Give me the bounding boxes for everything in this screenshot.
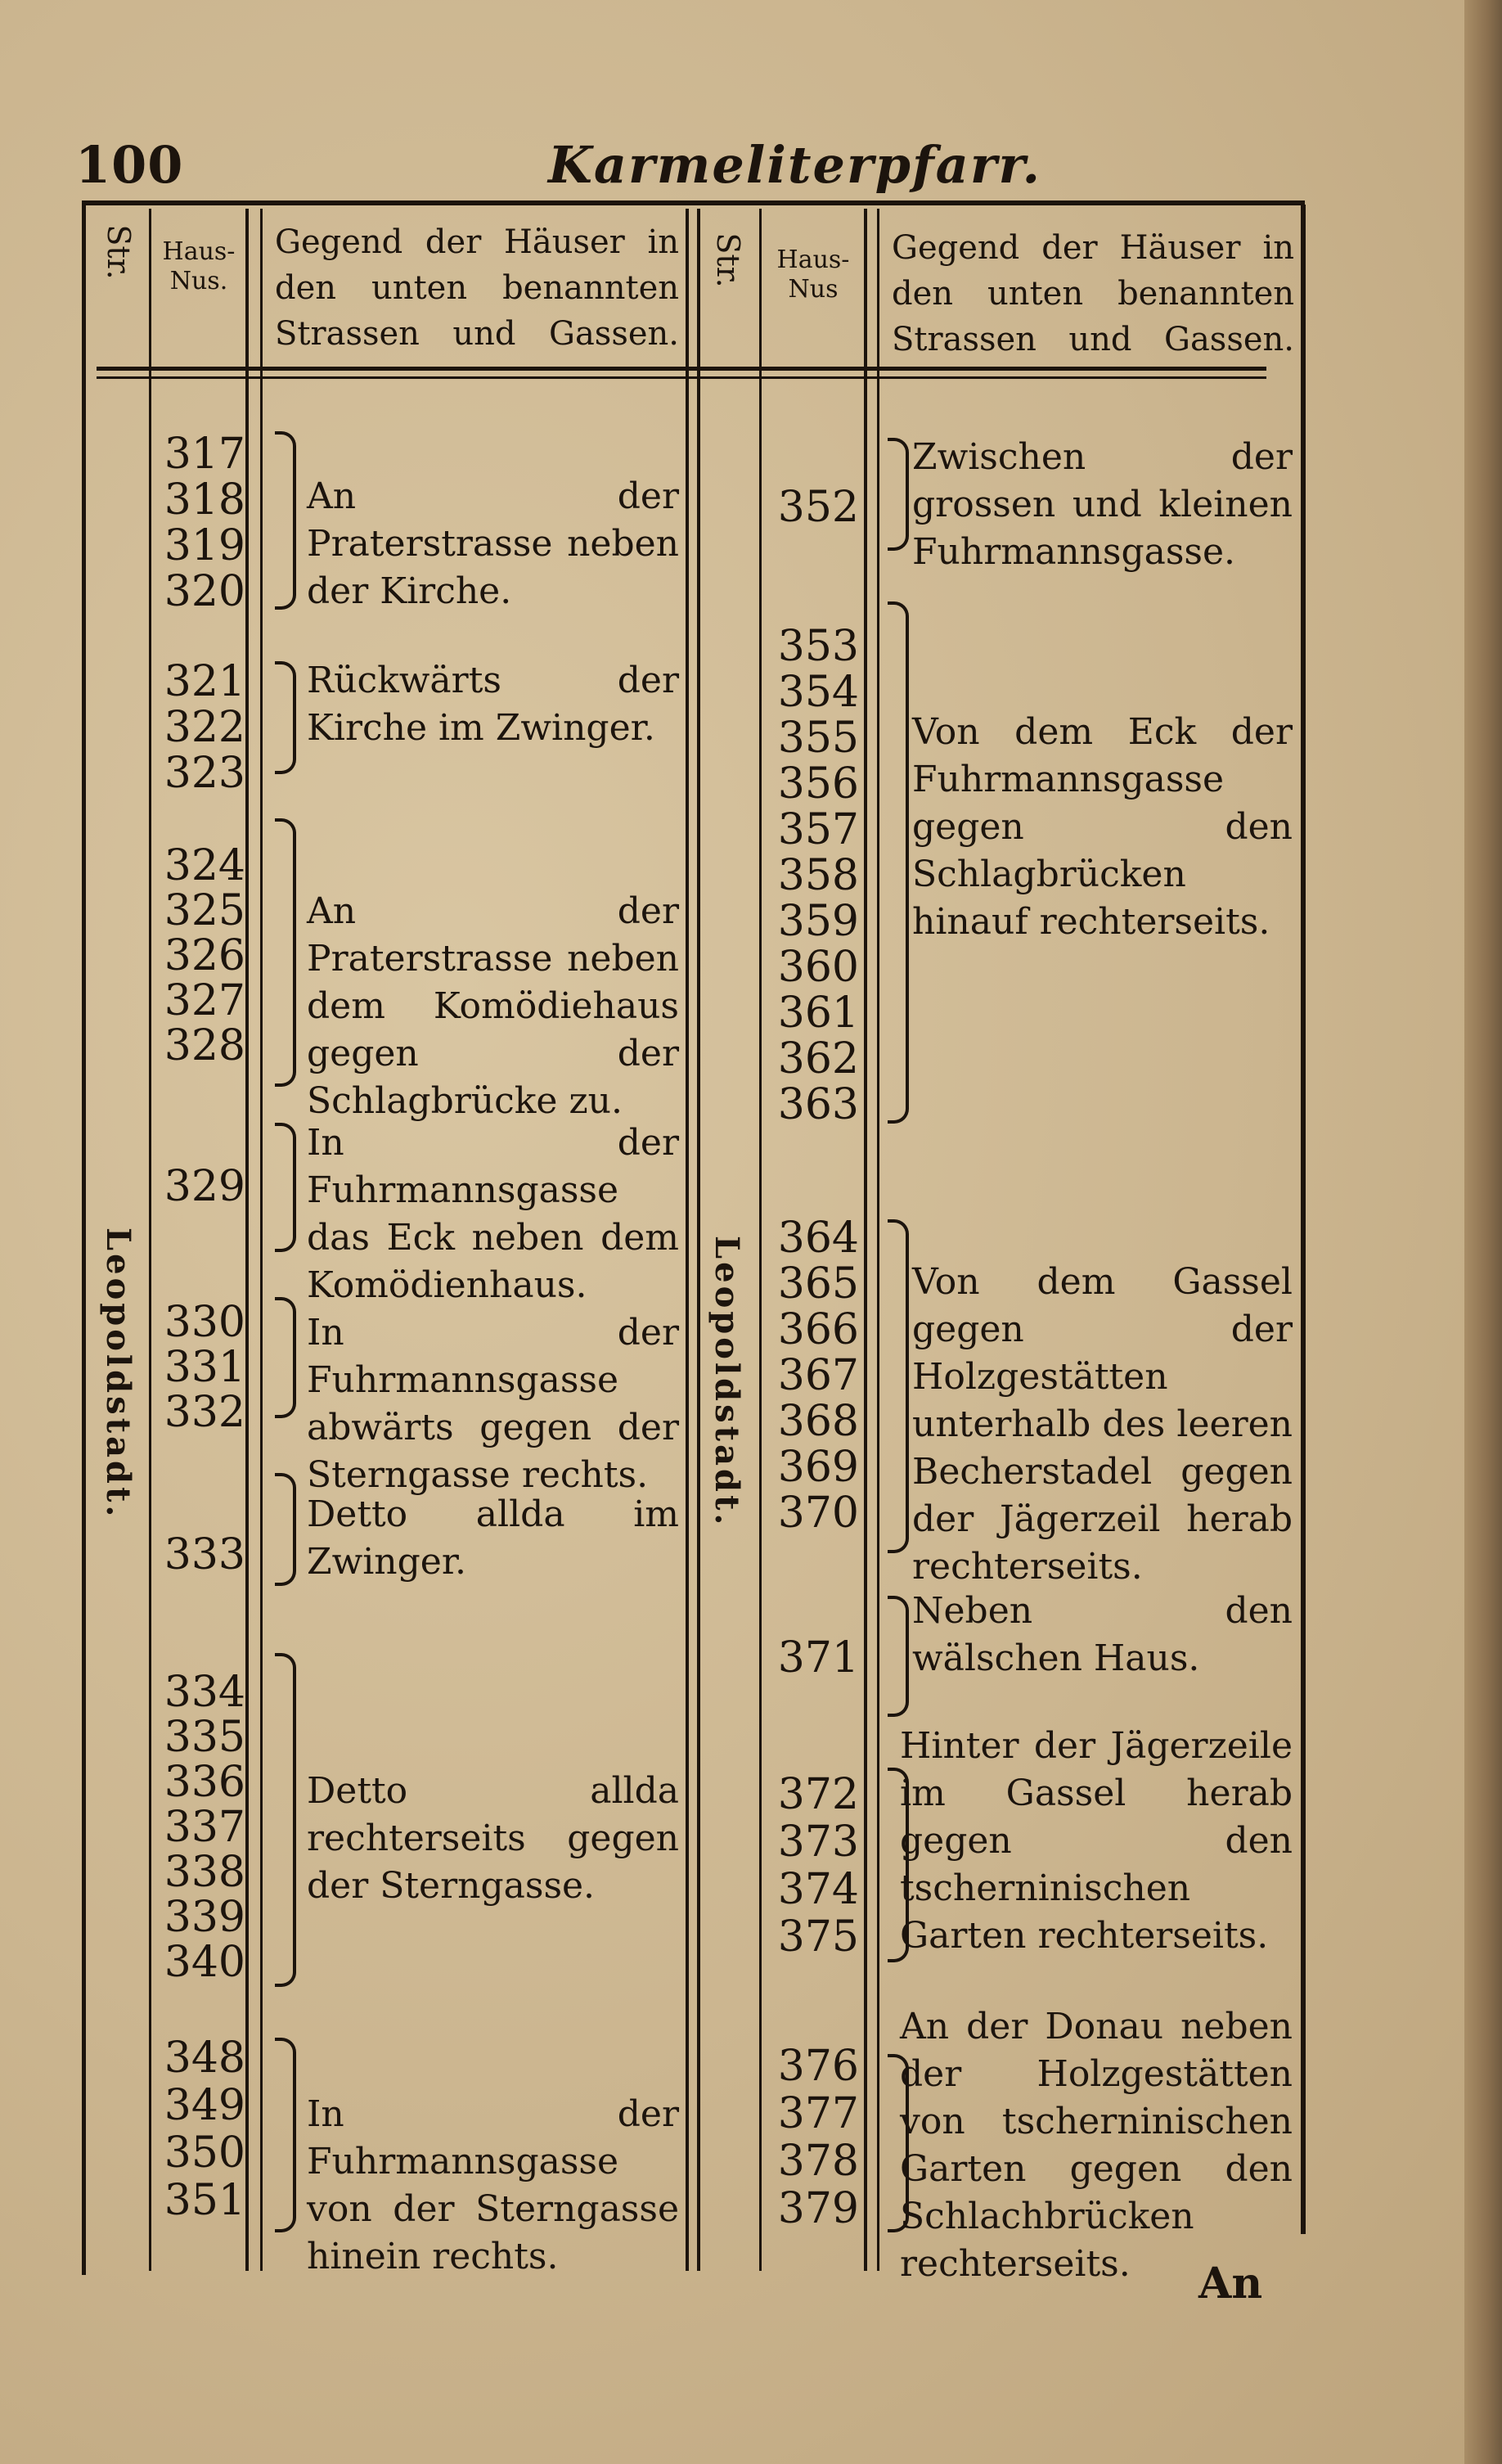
brace xyxy=(275,431,296,610)
house-number: 339 xyxy=(164,1893,245,1942)
brace xyxy=(275,661,296,774)
house-number: 364 xyxy=(777,1214,859,1263)
col-header-district-right: Str. xyxy=(710,232,746,288)
street-description: Rückwärts der Kirche im Zwinger. xyxy=(307,660,679,749)
house-number: 351 xyxy=(164,2176,245,2225)
house-number: 366 xyxy=(777,1305,859,1354)
house-number: 331 xyxy=(164,1343,245,1392)
house-number: 319 xyxy=(164,521,245,570)
house-number: 337 xyxy=(164,1803,245,1852)
street-description: An der Praterstrasse neben der Kirche. xyxy=(307,475,679,612)
house-number: 376 xyxy=(777,2042,859,2091)
page-title: Karmeliterpfarr. xyxy=(548,135,1042,195)
rule-mid-b xyxy=(697,209,700,2271)
table-top-rule xyxy=(82,200,1305,205)
house-number: 336 xyxy=(164,1758,245,1807)
brace xyxy=(888,1219,909,1553)
house-number: 330 xyxy=(164,1298,245,1347)
header-rule-thin xyxy=(97,376,1266,379)
house-number: 361 xyxy=(777,989,859,1038)
brace xyxy=(275,2038,296,2232)
house-number: 356 xyxy=(777,759,859,809)
house-number: 328 xyxy=(164,1021,245,1070)
rule-left-house-b xyxy=(260,209,263,2271)
house-number: 322 xyxy=(164,703,245,752)
house-number: 320 xyxy=(164,567,245,616)
house-number: 333 xyxy=(164,1530,245,1579)
district-label-right: Leopoldstadt. xyxy=(708,1236,746,1529)
house-number: 372 xyxy=(777,1770,859,1819)
house-number: 335 xyxy=(164,1713,245,1762)
house-number: 329 xyxy=(164,1162,245,1211)
col-header-desc-right: Gegend der Häuser in den unten benannten Strassen und Gassen. xyxy=(892,229,1294,358)
header-rule xyxy=(97,367,1266,371)
street-description: Hinter der Jägerzeile im Gassel herab gegen den tscherninischen Garten rechterseits. xyxy=(900,1725,1293,1957)
house-number: 348 xyxy=(164,2034,245,2083)
house-number: 359 xyxy=(777,897,859,946)
house-number: 338 xyxy=(164,1848,245,1897)
brace xyxy=(888,601,909,1124)
street-description: Von dem Eck der Fuhrmannsgasse gegen den Schlagbrücken hinauf rechterseits. xyxy=(912,711,1293,943)
house-number: 323 xyxy=(164,749,245,798)
brace xyxy=(275,1297,296,1418)
rule-right-house-b xyxy=(877,209,879,2271)
brace xyxy=(888,438,909,551)
house-number: 369 xyxy=(777,1443,859,1492)
rule-left-outer xyxy=(82,205,86,2275)
house-number: 354 xyxy=(777,668,859,717)
brace xyxy=(275,1473,296,1586)
book-spine xyxy=(1464,0,1502,2464)
house-number: 373 xyxy=(777,1818,859,1867)
house-number: 371 xyxy=(777,1633,859,1682)
page-number: 100 xyxy=(75,135,184,195)
street-description: In der Fuhrmannsgasse von der Sterngasse hinein rechts. xyxy=(307,2093,679,2277)
house-number: 379 xyxy=(777,2184,859,2233)
house-number: 327 xyxy=(164,976,245,1025)
catchword: An xyxy=(1198,2259,1263,2309)
street-description: Neben den wälschen Haus. xyxy=(912,1590,1293,1679)
street-description: In der Fuhrmannsgasse das Eck neben dem Komödienhaus. xyxy=(307,1122,679,1306)
col-header-house-left: Haus-Nus. xyxy=(162,237,236,295)
house-number: 355 xyxy=(777,714,859,763)
house-number: 317 xyxy=(164,430,245,479)
brace xyxy=(275,1123,296,1252)
house-number: 324 xyxy=(164,841,245,890)
house-number: 370 xyxy=(777,1489,859,1538)
street-description: Zwischen der grossen und kleinen Fuhrmannsgasse. xyxy=(912,436,1293,573)
col-header-desc-left: Gegend der Häuser in den unten benannten Strassen und Gassen. xyxy=(275,223,679,353)
street-description: Detto allda rechterseits gegen der Sterngasse. xyxy=(307,1770,679,1907)
street-description: An der Donau neben der Holzgestätten von tscherninischen Garten gegen den Schlachbrücken rechterseits. xyxy=(900,2006,1293,2285)
house-number: 375 xyxy=(777,1912,859,1962)
house-number: 318 xyxy=(164,475,245,525)
rule-left-house-a xyxy=(245,209,249,2271)
rule-right-outer xyxy=(1301,205,1306,2234)
house-number: 377 xyxy=(777,2089,859,2138)
house-number: 332 xyxy=(164,1388,245,1437)
house-number: 374 xyxy=(777,1865,859,1914)
house-number: 363 xyxy=(777,1080,859,1129)
house-number: 349 xyxy=(164,2081,245,2130)
house-number: 321 xyxy=(164,657,245,706)
house-number: 365 xyxy=(777,1259,859,1309)
street-description: An der Praterstrasse neben dem Komödiehaus gegen der Schlagbrücke zu. xyxy=(307,890,679,1122)
rule-right-house-a xyxy=(864,209,867,2271)
house-number: 358 xyxy=(777,851,859,900)
col-header-house-right: Haus-Nus xyxy=(776,245,850,304)
house-number: 340 xyxy=(164,1938,245,1987)
house-number: 352 xyxy=(777,483,859,532)
brace xyxy=(275,818,296,1087)
house-number: 357 xyxy=(777,805,859,854)
street-description: Von dem Gassel gegen der Holzgestätten unterhalb des leeren Becherstadel gegen der Jägerzeil herab rechterseits. xyxy=(912,1261,1293,1588)
house-number: 326 xyxy=(164,931,245,980)
house-number: 368 xyxy=(777,1397,859,1446)
street-description: Detto allda im Zwinger. xyxy=(307,1493,679,1583)
house-number: 334 xyxy=(164,1668,245,1717)
street-description: In der Fuhrmannsgasse abwärts gegen der Sterngasse rechts. xyxy=(307,1312,679,1496)
house-number: 378 xyxy=(777,2137,859,2186)
house-number: 325 xyxy=(164,886,245,935)
house-number: 360 xyxy=(777,943,859,992)
rule-mid-a xyxy=(686,209,689,2271)
brace xyxy=(275,1653,296,1987)
col-header-district-left: Str. xyxy=(101,224,137,280)
house-number: 367 xyxy=(777,1351,859,1400)
house-number: 362 xyxy=(777,1034,859,1083)
district-label-left: Leopoldstadt. xyxy=(99,1227,137,1520)
house-number: 350 xyxy=(164,2128,245,2178)
house-number: 353 xyxy=(777,622,859,671)
brace xyxy=(888,1596,909,1717)
